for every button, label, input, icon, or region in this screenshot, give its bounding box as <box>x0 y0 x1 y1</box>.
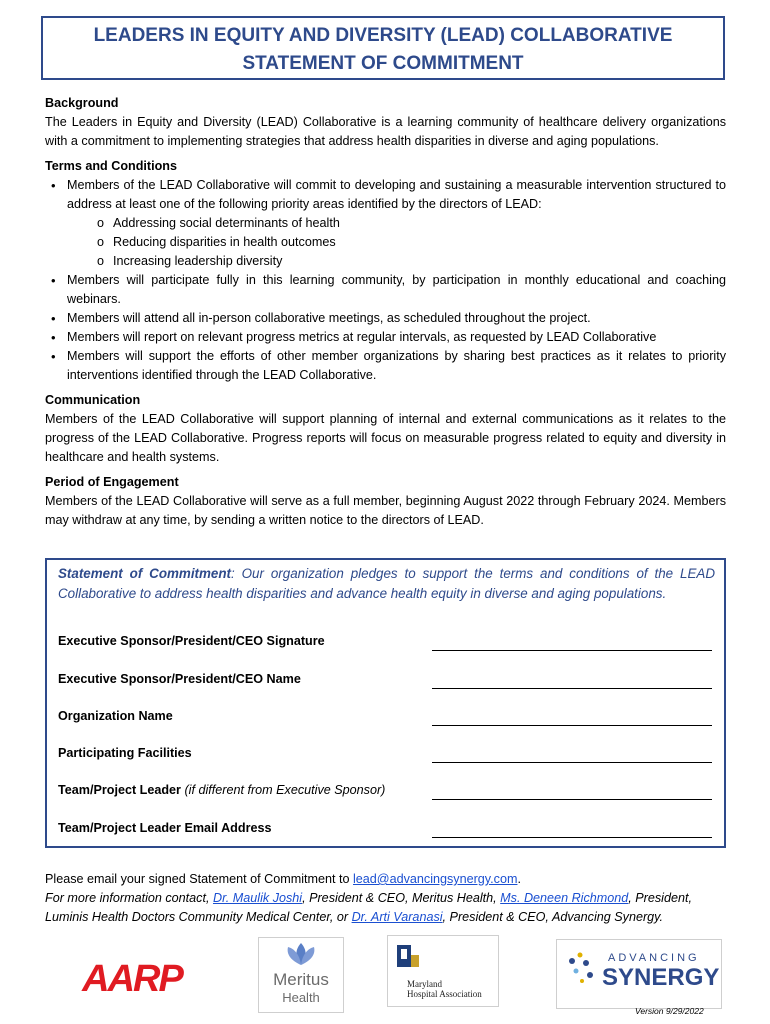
signature-line[interactable] <box>432 650 712 651</box>
contact-info <box>45 889 735 927</box>
organization-field[interactable] <box>58 709 715 729</box>
commitment-label: Statement of Commitment <box>58 566 232 581</box>
footer <box>45 870 735 927</box>
signature-label: Executive Sponsor/President/CEO Signature <box>58 634 325 648</box>
contact-role-varanasi: , President & CEO, Advancing Synergy. <box>442 910 664 924</box>
priority-area: o Addressing social determinants of health <box>113 214 726 233</box>
terms-item: • Members will report on relevant progress metrics at regular intervals, as requested by LEAD Collaborative <box>67 328 726 347</box>
synergy-top-text: ADVANCING <box>608 952 700 964</box>
leader-note: (if different from Executive Sponsor) <box>184 783 386 797</box>
synergy-dot <box>580 979 584 983</box>
synergy-dot <box>583 960 589 966</box>
synergy-logo <box>556 939 722 1009</box>
synergy-dot <box>578 953 583 958</box>
title-line-1: LEADERS IN EQUITY AND DIVERSITY (LEAD) COLLABORATIVE <box>93 25 673 46</box>
mha-mark-cut <box>401 949 407 959</box>
contact-link-joshi[interactable]: Dr. Maulik Joshi <box>212 891 303 905</box>
version-label: Version 9/29/2022 <box>635 1006 704 1016</box>
synergy-main-text: SYNERGY <box>602 964 720 991</box>
contact-link-richmond[interactable]: Ms. Deneen Richmond <box>500 891 629 905</box>
contact-link-varanasi[interactable]: Dr. Arti Varanasi <box>351 910 443 924</box>
leader-label-text: Team/Project Leader <box>58 783 181 797</box>
priority-areas-list <box>67 214 726 271</box>
mha-name: Maryland <box>407 979 442 989</box>
engagement-text: Members of the LEAD Collaborative will serve as a full member, beginning August 2022 through February 2024. Members may withdraw at any time, by sending a written notice to the directors of LEAD. <box>45 494 726 527</box>
title-line-2: STATEMENT OF COMMITMENT <box>242 53 524 74</box>
facilities-line[interactable] <box>432 762 712 763</box>
signature-field[interactable] <box>58 634 715 654</box>
background-heading: Background <box>45 96 119 110</box>
terms-list <box>45 176 726 385</box>
sponsor-name-field[interactable] <box>58 672 715 692</box>
engagement-heading: Period of Engagement <box>45 475 179 489</box>
facilities-field[interactable] <box>58 746 715 766</box>
leader-line[interactable] <box>432 799 712 800</box>
sponsor-name-label: Executive Sponsor/President/CEO Name <box>58 672 301 686</box>
aarp-logo <box>52 943 212 1013</box>
synergy-dot <box>587 972 593 978</box>
meritus-name: Meritus <box>273 970 329 989</box>
contact-role-joshi: , President & CEO, Meritus Health, <box>302 891 501 905</box>
partner-logos <box>0 935 770 1015</box>
leader-field[interactable] <box>58 783 715 803</box>
commitment-box <box>45 558 726 848</box>
aarp-logo-text: AARP <box>82 958 182 1000</box>
terms-item: • Members will attend all in-person collaborative meetings, as scheduled throughout the project. <box>67 309 726 328</box>
commitment-text: : Our organization pledges to support the terms and conditions of the LEAD Collaborative to address health disparities and advance health equity in diverse and aging populations. <box>58 566 716 601</box>
terms-item: • Members will participate fully in this learning community, by participation in monthly educational and coaching webinars. <box>67 271 726 309</box>
email-link[interactable]: lead@advancingsynergy.com <box>353 872 518 886</box>
email-suffix: . <box>517 872 521 886</box>
document-title <box>41 16 725 80</box>
priority-area: o Increasing leadership diversity <box>113 252 726 271</box>
organization-line[interactable] <box>432 725 712 726</box>
leader-email-line[interactable] <box>432 837 712 838</box>
commitment-statement <box>58 564 715 604</box>
document-body <box>45 94 726 530</box>
mha-logo <box>387 935 499 1007</box>
mha-subname: Hospital Association <box>407 989 482 999</box>
contact-role-richmond: , President, Luminis Health Doctors Community Medical Center, or <box>45 891 692 924</box>
mha-mark-accent <box>411 955 419 967</box>
meritus-logo <box>258 937 344 1013</box>
leader-label <box>58 783 385 797</box>
meritus-subname: Health <box>282 990 320 1005</box>
leader-email-field[interactable] <box>58 821 715 841</box>
leader-email-label: Team/Project Leader Email Address <box>58 821 272 835</box>
communication-heading: Communication <box>45 393 141 407</box>
terms-item-text: Members of the LEAD Collaborative will commit to developing and sustaining a measurable intervention structured to address at least one of the following priority areas identified by the directors of LEAD: <box>67 178 726 211</box>
terms-heading: Terms and Conditions <box>45 159 178 173</box>
terms-item <box>67 176 726 271</box>
email-prefix: Please email your signed Statement of Commitment to <box>45 872 353 886</box>
synergy-dot <box>574 969 579 974</box>
sponsor-name-line[interactable] <box>432 688 712 689</box>
synergy-dot <box>569 958 575 964</box>
contact-prefix: For more information contact, <box>45 891 213 905</box>
terms-item: • Members will support the efforts of other member organizations by sharing best practices as it relates to priority interventions identified through the LEAD Collaborative. <box>67 347 726 385</box>
organization-label: Organization Name <box>58 709 173 723</box>
priority-area: o Reducing disparities in health outcomes <box>113 233 726 252</box>
background-text: The Leaders in Equity and Diversity (LEAD) Collaborative is a learning community of healthcare delivery organizations with a commitment to implementing strategies that address health disparities in diverse and aging populations. <box>45 115 726 148</box>
facilities-label: Participating Facilities <box>58 746 192 760</box>
communication-text: Members of the LEAD Collaborative will support planning of internal and external communications as it relates to the progress of the LEAD Collaborative. Progress reports will focus on measurable progress related to equity and diversity in healthcare and health systems. <box>45 412 726 464</box>
email-instruction <box>45 870 735 889</box>
